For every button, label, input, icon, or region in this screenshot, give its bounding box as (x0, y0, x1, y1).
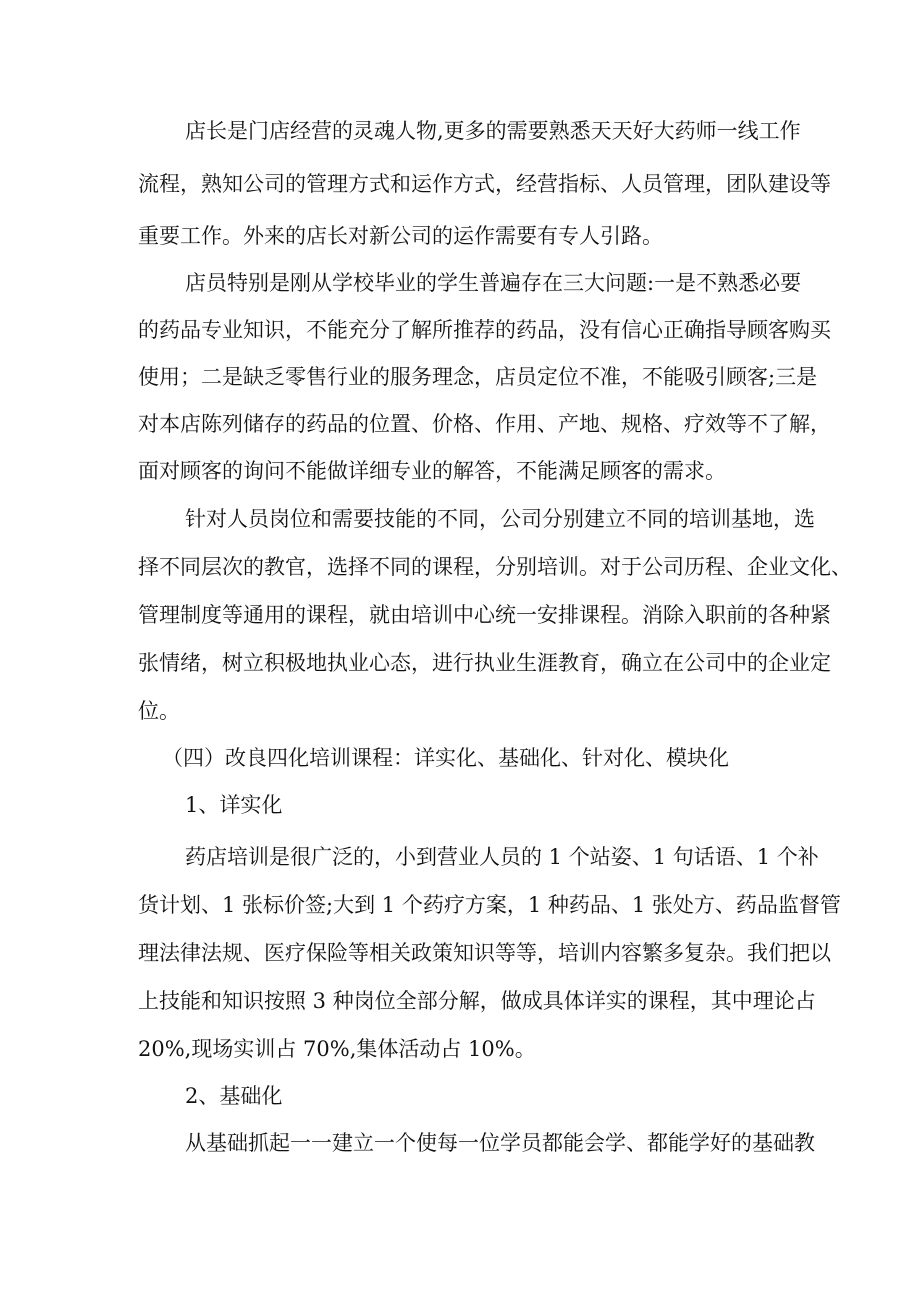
paragraph-2-line-1: 店员特别是刚从学校毕业的学生普遍存在三大问题:一是不熟悉必要 (185, 271, 802, 295)
paragraph-4-line-1: 药店培训是很广泛的，小到营业人员的 1 个站姿、1 句话语、1 个补 (185, 845, 819, 869)
section-heading: （四）改良四化培训课程：详实化、基础化、针对化、模块化 (162, 746, 729, 770)
paragraph-1-line-1: 店长是门店经营的灵魂人物,更多的需要熟悉天天好大药师一线工作 (185, 119, 801, 143)
paragraph-4-line-5: 20%,现场实训占 70%,集体活动占 10%。 (138, 1037, 536, 1061)
paragraph-2-line-5: 面对顾客的询问不能做详细专业的解答，不能满足顾客的需求。 (138, 459, 726, 483)
paragraph-4-line-4: 上技能和知识按照 3 种岗位全部分解，做成具体详实的课程，其中理论占 (138, 989, 816, 1013)
subheading-detailed: 1、详实化 (185, 793, 283, 817)
paragraph-4-line-3: 理法律法规、医疗保险等相关政策知识等等，培训内容繁多复杂。我们把以 (138, 941, 831, 965)
paragraph-3-line-3: 管理制度等通用的课程，就由培训中心统一安排课程。消除入职前的各种紧 (138, 603, 831, 627)
subheading-basic: 2、基础化 (185, 1084, 283, 1108)
paragraph-5-line-1: 从基础抓起一一建立一个使每一位学员都能会学、都能学好的基础教 (185, 1131, 815, 1155)
paragraph-3-line-4: 张情绪，树立积极地执业心态，进行执业生涯教育，确立在公司中的企业定 (138, 651, 831, 675)
paragraph-1-line-3: 重要工作。外来的店长对新公司的运作需要有专人引路。 (138, 224, 663, 248)
paragraph-1-line-2: 流程，熟知公司的管理方式和运作方式，经营指标、人员管理，团队建设等 (138, 172, 831, 196)
paragraph-2-line-4: 对本店陈列储存的药品的位置、价格、作用、产地、规格、疗效等不了解， (138, 412, 831, 436)
paragraph-4-line-2: 货计划、1 张标价签;大到 1 个药疗方案，1 种药品、1 张处方、药品监督管 (138, 893, 841, 917)
paragraph-3-line-1: 针对人员岗位和需要技能的不同，公司分别建立不同的培训基地，选 (185, 507, 815, 531)
paragraph-2-line-2: 的药品专业知识，不能充分了解所推荐的药品，没有信心正确指导顾客购买 (138, 318, 831, 342)
paragraph-3-line-5: 位。 (138, 699, 180, 723)
paragraph-2-line-3: 使用；二是缺乏零售行业的服务理念，店员定位不准，不能吸引顾客;三是 (138, 365, 818, 389)
paragraph-3-line-2: 择不同层次的教官，选择不同的课程，分别培训。对于公司历程、企业文化、 (138, 555, 852, 579)
